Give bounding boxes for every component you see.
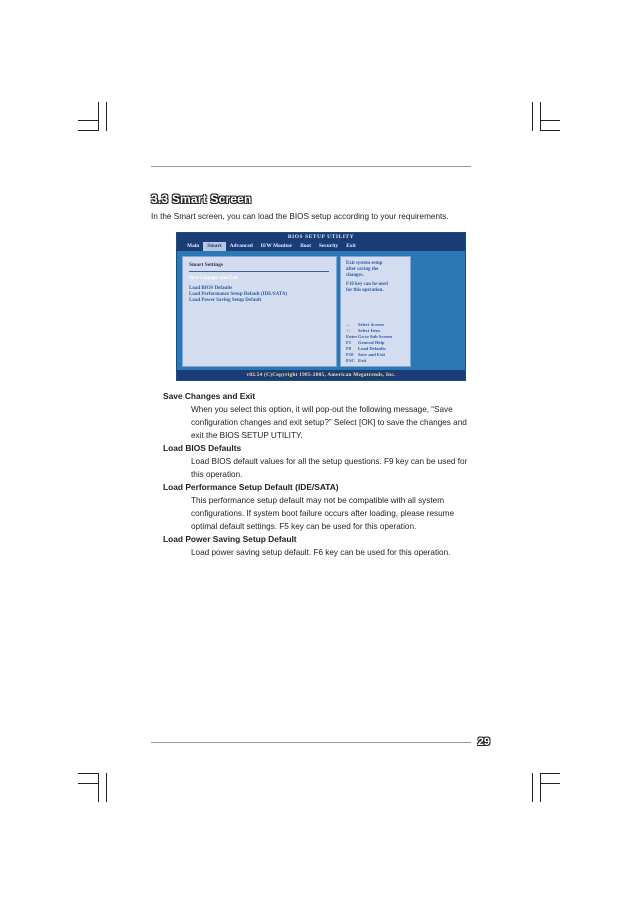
- bios-menu-boot: Boot: [300, 243, 312, 249]
- section-heading-save-exit: Save Changes and Exit: [163, 391, 256, 401]
- footer-rule: [151, 742, 471, 743]
- key-row: Enter Go to Sub Screen: [346, 334, 392, 339]
- bios-menu-smart: Smart: [203, 242, 225, 251]
- bios-panel-title: Smart Settings: [189, 262, 223, 268]
- bios-panel-divider: [189, 271, 329, 272]
- help-line: changes.: [346, 273, 364, 278]
- section-body-load-power-saving: Load power saving setup default. F6 key can be used for this operation.: [191, 548, 451, 557]
- bios-screenshot: [176, 232, 466, 381]
- bios-help-panel: [340, 256, 411, 367]
- key-row: ↑↓ Select Item: [346, 328, 380, 333]
- section-title: 3.3 Smart Screen: [151, 192, 252, 206]
- intro-paragraph: In the Smart screen, you can load the BIOS setup according to your requirements.: [151, 212, 449, 221]
- bios-menu-hw-monitor: H/W Monitor: [260, 243, 293, 249]
- key-row: ESC Exit: [346, 358, 367, 363]
- help-line: for this operation.: [346, 288, 384, 293]
- bios-menu-bar: [177, 242, 465, 251]
- section-heading-load-performance: Load Performance Setup Default (IDE/SATA): [163, 482, 339, 492]
- help-line: after saving the: [346, 267, 379, 272]
- section-body-load-bios-defaults: Load BIOS default values for all the setup questions. F9 key can be used for this operation.: [191, 457, 468, 479]
- bios-settings-panel: [182, 256, 337, 367]
- bios-selected-item: Save Changes and Exit: [189, 276, 239, 281]
- key-row: ← Select Screen: [346, 322, 384, 327]
- header-rule: [151, 166, 471, 167]
- bios-menu-advanced: Advanced: [229, 243, 253, 249]
- bios-header: BIOS SETUP UTILITY: [177, 233, 465, 242]
- bios-key-legend: [346, 322, 392, 364]
- bios-menu-exit: Exit: [346, 243, 356, 249]
- key-row: F1 General Help: [346, 340, 385, 345]
- help-line: F10 key can be used: [346, 282, 388, 287]
- bios-menu-main: Main: [187, 243, 200, 249]
- bios-item: Load BIOS Defaults: [189, 286, 233, 291]
- key-row: F10 Save and Exit: [346, 352, 386, 357]
- bios-item-list: [189, 286, 287, 304]
- section-body-load-performance: This performance setup default may not be compatible with all system configurations. If system boot failure occurs after loading, please resume optimal default settings. F5 key can be used for this operation.: [191, 496, 455, 531]
- section-heading-load-bios-defaults: Load BIOS Defaults: [163, 443, 242, 453]
- section-heading-load-power-saving: Load Power Saving Setup Default: [163, 534, 297, 544]
- key-row: F9 Load Defaults: [346, 346, 386, 351]
- page-number: 29: [477, 736, 490, 748]
- section-body-save-exit: When you select this option, it will pop-out the following message, “Save configuration changes and exit setup?” Select [OK] to save the changes and exit the BIOS SETUP UTILITY.: [191, 405, 467, 440]
- help-line: Exit system setup: [346, 261, 383, 266]
- bios-item: Load Performance Setup Default (IDE/SATA): [189, 292, 288, 297]
- bios-item: Load Power Saving Setup Default: [189, 298, 262, 303]
- bios-help-text: [346, 261, 408, 294]
- bios-menu-security: Security: [319, 243, 339, 249]
- bios-footer: v02.54 (C)Copyright 1985-2005, American Megatrends, Inc.: [177, 370, 465, 380]
